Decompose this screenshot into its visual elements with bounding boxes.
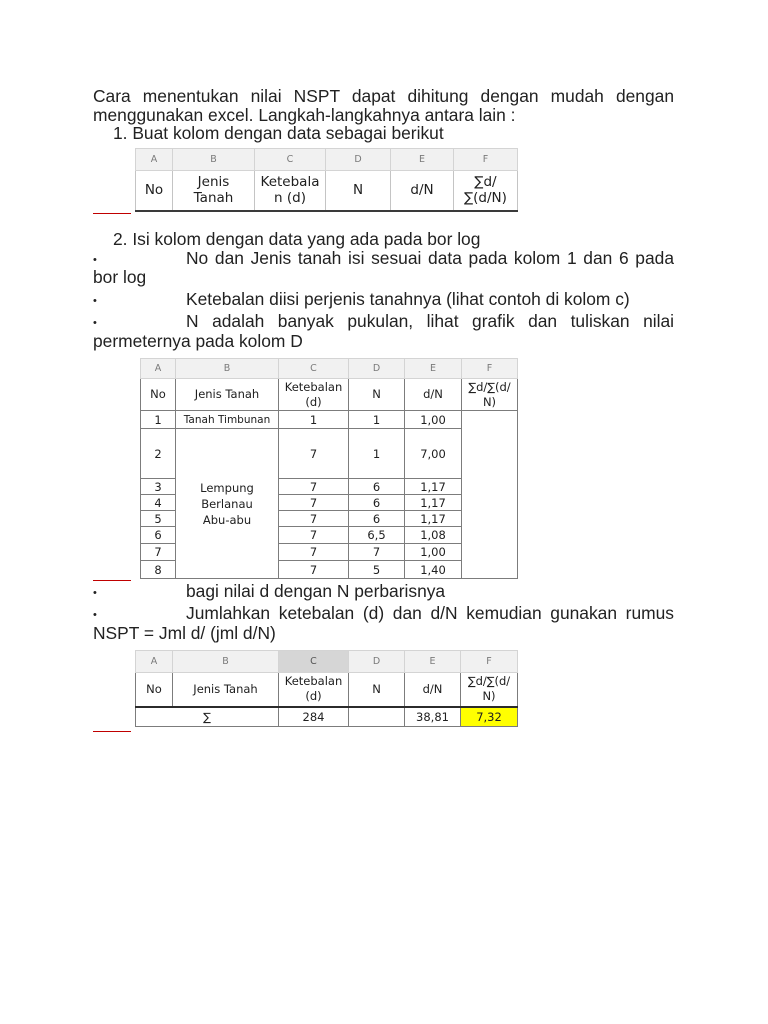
header-nspt-formula: ∑d/∑(d/ N) <box>462 379 518 411</box>
cell-d-over-n: 1,00 <box>405 411 462 429</box>
header-ketebalan: Ketebala n (d) <box>255 171 326 211</box>
cell-d-over-n: 1,17 <box>405 511 462 527</box>
cell-n: 6 <box>349 511 405 527</box>
spreadsheet-nspt-result <box>135 650 518 727</box>
link-underline <box>93 731 131 732</box>
column-letter-c-selected: C <box>279 651 349 673</box>
header-nspt-formula: ∑d/ ∑(d/N) <box>454 171 518 211</box>
table-row <box>141 429 518 479</box>
sum-n-empty <box>349 707 405 727</box>
column-letter-a: A <box>136 651 173 673</box>
column-letter-e: E <box>391 149 454 171</box>
column-letter-f: F <box>461 651 518 673</box>
cell-thickness: 7 <box>279 511 349 527</box>
sum-thickness: 284 <box>279 707 349 727</box>
sum-label: ∑ <box>136 707 279 727</box>
header-d-over-n: d/N <box>391 171 454 211</box>
header-row <box>136 673 518 707</box>
cell-n: 6 <box>349 495 405 511</box>
column-letter-b: B <box>176 359 279 379</box>
header-d-over-n: d/N <box>405 379 462 411</box>
cell-n: 6,5 <box>349 527 405 544</box>
cell-soil-type-merged: Lempung Berlanau Abu-abu <box>176 429 279 579</box>
header-no: No <box>141 379 176 411</box>
column-letter-c: C <box>279 359 349 379</box>
step-2-heading: 2. Isi kolom dengan data yang ada pada bor log <box>113 229 481 249</box>
bullet-text: bagi nilai d dengan N perbarisnya <box>186 581 446 601</box>
bullet-item <box>93 312 674 331</box>
link-underline <box>93 580 131 581</box>
cell-n: 6 <box>349 479 405 495</box>
header-jenis-tanah: Jenis Tanah <box>173 171 255 211</box>
cell-n: 5 <box>349 561 405 579</box>
bullet-icon: • <box>93 317 97 329</box>
column-letter-d: D <box>326 149 391 171</box>
column-letter-a: A <box>141 359 176 379</box>
nspt-result: 7,32 <box>461 707 518 727</box>
header-row <box>136 171 518 211</box>
header-row <box>141 379 518 411</box>
cell-n: 1 <box>349 411 405 429</box>
bullet-item <box>93 290 674 309</box>
bullet-text: Jumlahkan ketebalan (d) dan d/N kemudian gunakan rumus <box>186 604 674 623</box>
cell-d-over-n: 1,40 <box>405 561 462 579</box>
bullet-icon: • <box>93 254 97 266</box>
bullet-icon: • <box>93 609 97 621</box>
cell-d-over-n: 1,17 <box>405 495 462 511</box>
cell-nspt-empty <box>462 411 518 579</box>
bullet-text-continued: NSPT = Jml d/ (jml d/N) <box>93 623 276 643</box>
cell-n: 1 <box>349 429 405 479</box>
cell-no: 4 <box>141 495 176 511</box>
spreadsheet-bor-log-data <box>140 358 518 579</box>
column-letter-d: D <box>349 359 405 379</box>
header-n: N <box>326 171 391 211</box>
table-row <box>141 411 518 429</box>
header-n: N <box>349 379 405 411</box>
column-letter-b: B <box>173 149 255 171</box>
cell-thickness: 1 <box>279 411 349 429</box>
header-ketebalan: Ketebalan (d) <box>279 673 349 707</box>
cell-thickness: 7 <box>279 527 349 544</box>
header-jenis-tanah: Jenis Tanah <box>173 673 279 707</box>
cell-thickness: 7 <box>279 544 349 561</box>
column-letter-e: E <box>405 359 462 379</box>
link-underline <box>93 213 131 214</box>
cell-soil-type: Tanah Timbunan <box>176 411 279 429</box>
header-ketebalan: Ketebalan (d) <box>279 379 349 411</box>
bullet-text-continued: permeternya pada kolom D <box>93 331 303 351</box>
step-1-heading: 1. Buat kolom dengan data sebagai berikut <box>113 123 444 143</box>
column-letter-a: A <box>136 149 173 171</box>
bullet-text-continued: bor log <box>93 267 147 287</box>
column-letter-f: F <box>462 359 518 379</box>
cell-thickness: 7 <box>279 495 349 511</box>
bullet-text: Ketebalan diisi perjenis tanahnya (lihat contoh di kolom c) <box>186 289 630 309</box>
cell-no: 5 <box>141 511 176 527</box>
header-nspt-formula: ∑d/∑(d/ N) <box>461 673 518 707</box>
cell-thickness: 7 <box>279 429 349 479</box>
sum-d-over-n: 38,81 <box>405 707 461 727</box>
cell-no: 2 <box>141 429 176 479</box>
cell-d-over-n: 1,00 <box>405 544 462 561</box>
cell-d-over-n: 7,00 <box>405 429 462 479</box>
bullet-text: N adalah banyak pukulan, lihat grafik dan tuliskan nilai <box>186 312 674 331</box>
intro-line-2: menggunakan excel. Langkah-langkahnya antara lain : <box>93 105 516 125</box>
bullet-item <box>93 604 674 623</box>
column-letter-e: E <box>405 651 461 673</box>
intro-line-1: Cara menentukan nilai NSPT dapat dihitung dengan mudah dengan <box>93 87 674 106</box>
cell-d-over-n: 1,08 <box>405 527 462 544</box>
header-no: No <box>136 171 173 211</box>
column-letter-c: C <box>255 149 326 171</box>
bullet-item <box>93 249 674 268</box>
column-letter-row <box>136 149 518 171</box>
bullet-text: No dan Jenis tanah isi sesuai data pada kolom 1 dan 6 pada <box>186 249 674 268</box>
header-d-over-n: d/N <box>405 673 461 707</box>
column-letter-row <box>141 359 518 379</box>
cell-d-over-n: 1,17 <box>405 479 462 495</box>
cell-thickness: 7 <box>279 561 349 579</box>
cell-thickness: 7 <box>279 479 349 495</box>
cell-no: 7 <box>141 544 176 561</box>
header-n: N <box>349 673 405 707</box>
bullet-item <box>93 582 674 601</box>
column-letter-d: D <box>349 651 405 673</box>
cell-n: 7 <box>349 544 405 561</box>
cell-no: 3 <box>141 479 176 495</box>
column-letter-row <box>136 651 518 673</box>
cell-no: 6 <box>141 527 176 544</box>
header-no: No <box>136 673 173 707</box>
bullet-icon: • <box>93 295 97 307</box>
sum-row <box>136 707 518 727</box>
column-letter-f: F <box>454 149 518 171</box>
cell-no: 8 <box>141 561 176 579</box>
cell-no: 1 <box>141 411 176 429</box>
bullet-icon: • <box>93 587 97 599</box>
column-letter-b: B <box>173 651 279 673</box>
header-jenis-tanah: Jenis Tanah <box>176 379 279 411</box>
spreadsheet-step1-columns <box>135 148 518 212</box>
